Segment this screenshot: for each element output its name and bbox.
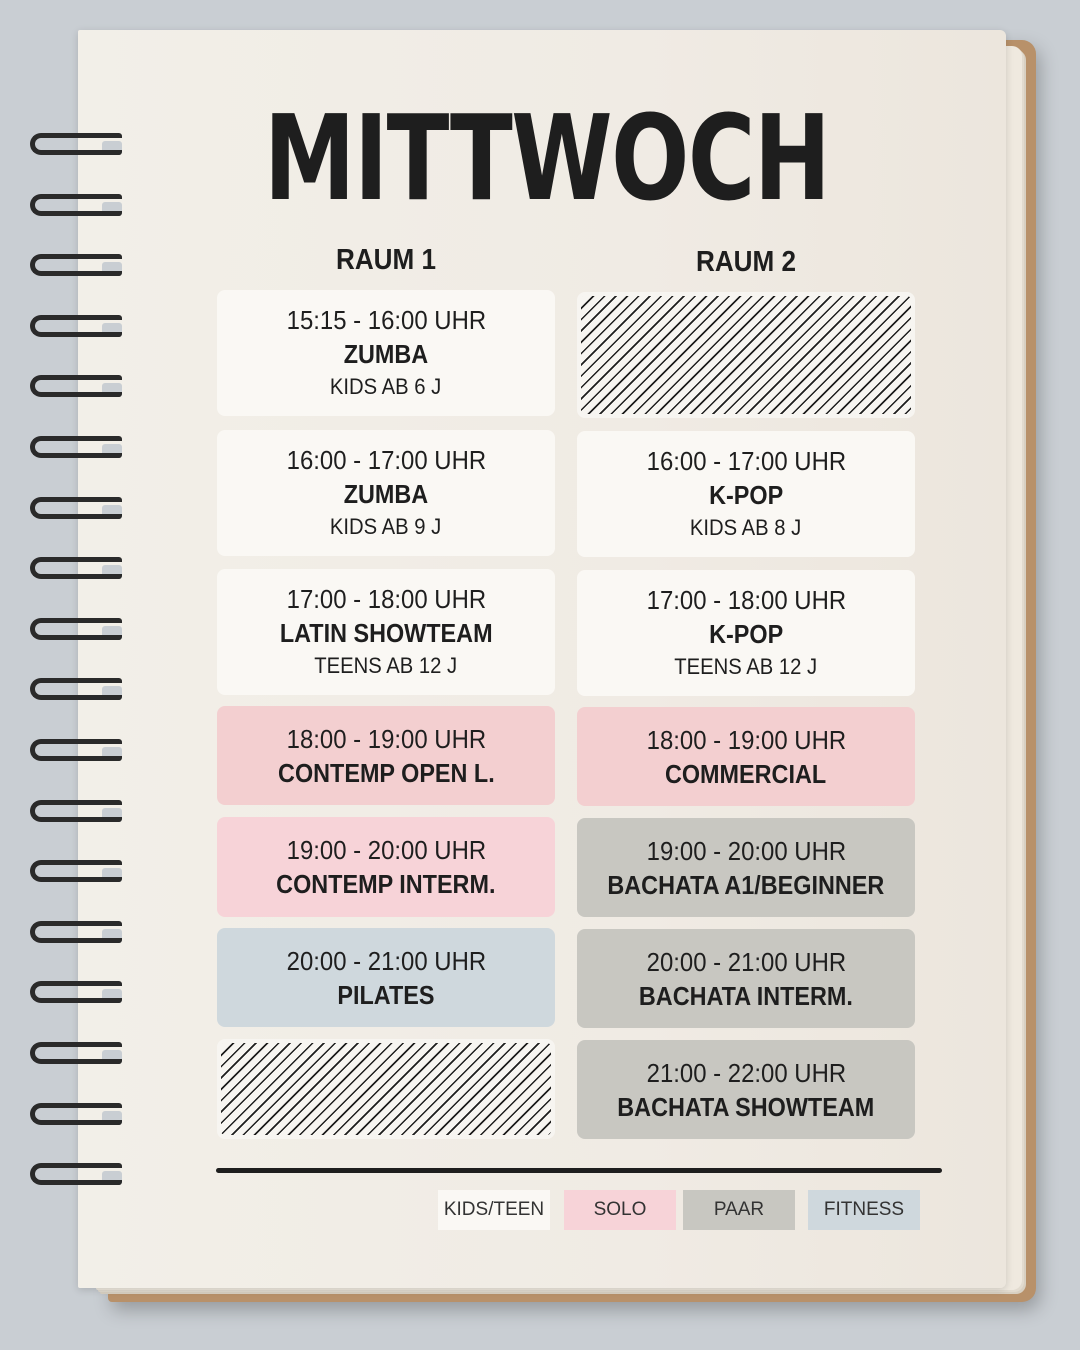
spiral-ring xyxy=(30,921,130,947)
slot-time: 19:00 - 20:00 UHR xyxy=(286,835,486,865)
slot-class-name: CONTEMP OPEN L. xyxy=(277,757,495,788)
spiral-ring xyxy=(30,981,130,1007)
empty-slot-r2-1 xyxy=(577,292,915,418)
slot-time: 15:15 - 16:00 UHR xyxy=(286,305,486,335)
slot-time: 20:00 - 21:00 UHR xyxy=(646,946,846,977)
spiral-ring-loop xyxy=(30,981,122,1003)
slot-class-name: CONTEMP INTERM. xyxy=(276,869,496,899)
class-slot-r1-4[interactable] xyxy=(217,706,555,805)
spiral-ring xyxy=(30,497,130,523)
spiral-ring xyxy=(30,678,130,704)
slot-time: 17:00 - 18:00 UHR xyxy=(646,585,846,615)
spiral-ring xyxy=(30,618,130,644)
spiral-ring-loop xyxy=(30,557,122,579)
slot-time: 20:00 - 21:00 UHR xyxy=(286,945,486,976)
spiral-ring xyxy=(30,1042,130,1068)
divider-line xyxy=(216,1168,942,1173)
spiral-ring xyxy=(30,557,130,583)
slot-class-name: BACHATA INTERM. xyxy=(638,980,854,1011)
slot-class-name: ZUMBA xyxy=(343,339,429,369)
spiral-ring-loop xyxy=(30,194,122,216)
slot-age-group: TEENS AB 12 J xyxy=(314,653,458,678)
spiral-ring-loop xyxy=(30,315,122,337)
legend-paar: PAAR xyxy=(683,1190,795,1230)
room-2-heading: RAUM 2 xyxy=(695,246,797,278)
spiral-ring xyxy=(30,1103,130,1129)
class-slot-r1-6[interactable] xyxy=(217,928,555,1027)
slot-class-name: BACHATA A1/BEGINNER xyxy=(607,869,885,900)
slot-age-group: KIDS AB 8 J xyxy=(690,515,802,540)
spiral-ring-loop xyxy=(30,618,122,640)
slot-time: 18:00 - 19:00 UHR xyxy=(646,724,846,755)
spiral-ring-loop xyxy=(30,678,122,700)
class-slot-r2-7[interactable] xyxy=(577,1040,915,1139)
spiral-ring xyxy=(30,860,130,886)
slot-time: 16:00 - 17:00 UHR xyxy=(286,445,486,475)
slot-time: 18:00 - 19:00 UHR xyxy=(286,723,486,754)
class-slot-r2-4[interactable] xyxy=(577,707,915,806)
slot-class-name: ZUMBA xyxy=(343,479,429,509)
spiral-ring xyxy=(30,1163,130,1189)
spiral-ring-loop xyxy=(30,1103,122,1125)
slot-class-name: PILATES xyxy=(337,979,435,1010)
class-slot-r1-1[interactable] xyxy=(217,290,555,416)
spiral-ring-loop xyxy=(30,254,122,276)
spiral-ring-loop xyxy=(30,436,122,458)
spiral-ring-loop xyxy=(30,1042,122,1064)
class-slot-r2-5[interactable] xyxy=(577,818,915,917)
slot-time: 21:00 - 22:00 UHR xyxy=(646,1057,846,1088)
spiral-ring-loop xyxy=(30,800,122,822)
legend-solo: SOLO xyxy=(564,1190,676,1230)
class-slot-r1-5[interactable] xyxy=(217,817,555,917)
slot-class-name: K-POP xyxy=(708,480,784,510)
spiral-ring-loop xyxy=(30,1163,122,1185)
spiral-ring xyxy=(30,194,130,220)
spiral-ring xyxy=(30,133,130,159)
spiral-ring xyxy=(30,254,130,280)
slot-class-name: BACHATA SHOWTEAM xyxy=(617,1091,875,1122)
spiral-ring-loop xyxy=(30,375,122,397)
slot-age-group: KIDS AB 6 J xyxy=(330,374,442,399)
legend-kids-teen: KIDS/TEEN xyxy=(438,1190,550,1230)
spiral-ring xyxy=(30,739,130,765)
slot-class-name: COMMERCIAL xyxy=(665,758,827,789)
class-slot-r2-2[interactable] xyxy=(577,431,915,557)
slot-time: 16:00 - 17:00 UHR xyxy=(646,446,846,476)
spiral-ring-loop xyxy=(30,497,122,519)
spiral-ring-loop xyxy=(30,133,122,155)
spiral-ring xyxy=(30,436,130,462)
slot-age-group: KIDS AB 9 J xyxy=(330,514,442,539)
class-slot-r2-6[interactable] xyxy=(577,929,915,1028)
slot-class-name: LATIN SHOWTEAM xyxy=(279,618,493,648)
class-slot-r2-3[interactable] xyxy=(577,570,915,696)
class-slot-r1-3[interactable] xyxy=(217,569,555,695)
slot-class-name: K-POP xyxy=(708,619,784,649)
slot-time: 17:00 - 18:00 UHR xyxy=(286,584,486,614)
legend-fitness: FITNESS xyxy=(808,1190,920,1230)
spiral-ring xyxy=(30,315,130,341)
spiral-ring-loop xyxy=(30,921,122,943)
room-1-heading: RAUM 1 xyxy=(335,244,437,276)
class-slot-r1-2[interactable] xyxy=(217,430,555,556)
spiral-ring-loop xyxy=(30,860,122,882)
spiral-ring xyxy=(30,800,130,826)
slot-age-group: TEENS AB 12 J xyxy=(674,654,818,679)
spiral-ring-loop xyxy=(30,739,122,761)
spiral-ring xyxy=(30,375,130,401)
page-title: MITTWOCH xyxy=(263,89,830,227)
empty-slot-r1-7 xyxy=(217,1039,555,1139)
slot-time: 19:00 - 20:00 UHR xyxy=(646,835,846,866)
